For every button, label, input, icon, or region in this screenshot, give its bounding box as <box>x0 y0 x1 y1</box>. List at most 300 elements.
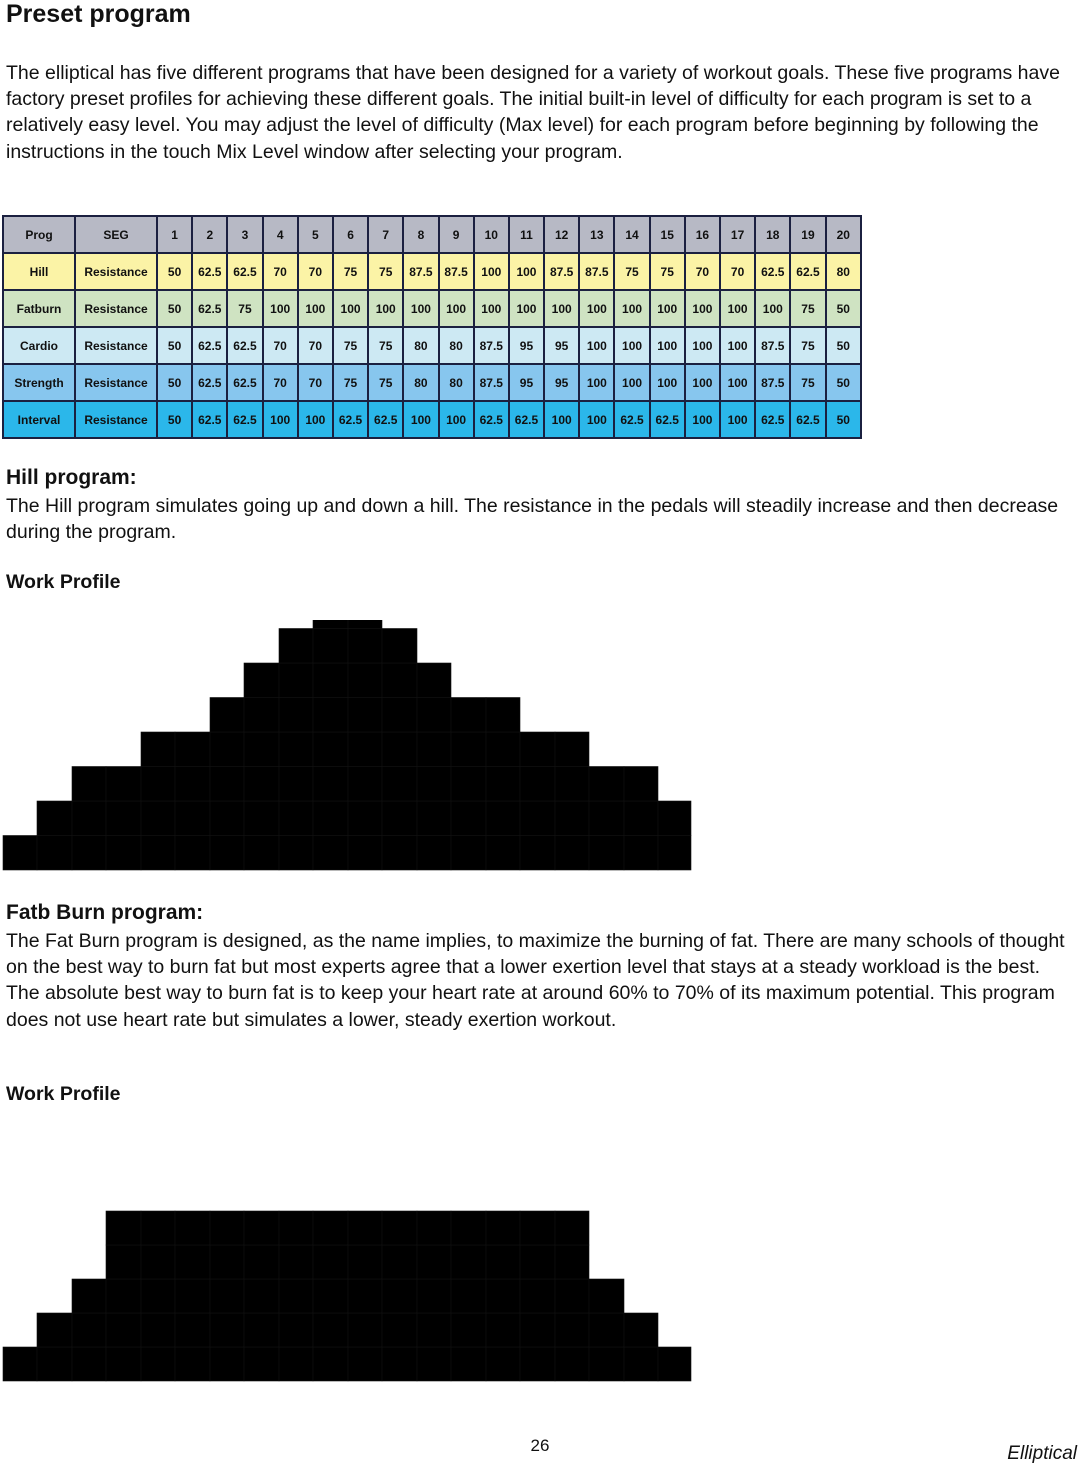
profile-block <box>72 767 106 802</box>
profile-block <box>589 801 624 836</box>
resistance-cell: 70 <box>299 328 332 363</box>
profile-block <box>313 1245 348 1279</box>
profile-block <box>141 801 175 836</box>
resistance-cell: 87.5 <box>404 254 437 289</box>
profile-block <box>279 629 313 664</box>
profile-block <box>244 836 279 871</box>
profile-block <box>520 801 555 836</box>
resistance-cell: 75 <box>369 365 402 400</box>
resistance-cell: 70 <box>264 254 297 289</box>
profile-block <box>451 1313 486 1347</box>
profile-block <box>555 1211 589 1245</box>
profile-block <box>210 732 244 767</box>
profile-block <box>382 767 417 802</box>
profile-block <box>624 1313 658 1347</box>
profile-block <box>589 1313 624 1347</box>
resistance-cell: 100 <box>721 328 754 363</box>
fatburn-work-profile-chart <box>0 1125 700 1395</box>
resistance-cell: 50 <box>827 291 860 326</box>
profile-block <box>279 767 313 802</box>
profile-block <box>382 732 417 767</box>
profile-block <box>417 698 451 733</box>
profile-block <box>348 620 382 629</box>
resistance-cell: 62.5 <box>510 402 543 437</box>
footer-tag: Elliptical <box>1007 1443 1077 1464</box>
profile-block <box>175 1245 210 1279</box>
profile-block <box>279 801 313 836</box>
resistance-cell: 75 <box>369 254 402 289</box>
profile-bar-segment-10 <box>313 620 348 870</box>
resistance-cell: 62.5 <box>756 254 789 289</box>
profile-block <box>555 732 589 767</box>
profile-block <box>382 663 417 698</box>
profile-block <box>555 1313 589 1347</box>
profile-block <box>141 1245 175 1279</box>
profile-bar-segment-19 <box>624 767 658 871</box>
profile-bar-segment-2 <box>37 1313 72 1381</box>
profile-bar-segment-19 <box>624 1313 658 1381</box>
profile-block <box>244 1313 279 1347</box>
profile-block <box>279 1245 313 1279</box>
resistance-cell: 100 <box>334 291 367 326</box>
page-number: 26 <box>530 1436 550 1455</box>
profile-block <box>37 836 72 871</box>
resistance-cell: 62.5 <box>193 291 226 326</box>
resistance-cell: 100 <box>510 254 543 289</box>
table-row <box>4 254 860 289</box>
profile-bar-segment-6 <box>175 1211 210 1381</box>
profile-block <box>141 1313 175 1347</box>
profile-block <box>382 801 417 836</box>
profile-block <box>486 1313 520 1347</box>
profile-block <box>589 1347 624 1381</box>
profile-block <box>348 1279 382 1313</box>
resistance-cell: 100 <box>651 291 684 326</box>
profile-block <box>451 1347 486 1381</box>
profile-block <box>106 1245 141 1279</box>
resistance-cell: 75 <box>791 365 824 400</box>
resistance-cell: 80 <box>440 328 473 363</box>
profile-block <box>486 698 520 733</box>
resistance-cell: 50 <box>158 402 191 437</box>
resistance-cell: 70 <box>299 254 332 289</box>
profile-block <box>3 836 37 871</box>
profile-block <box>486 732 520 767</box>
profile-block <box>141 767 175 802</box>
profile-block <box>348 698 382 733</box>
resistance-cell: 75 <box>651 254 684 289</box>
resistance-cell: 50 <box>827 365 860 400</box>
profile-block <box>417 1279 451 1313</box>
resistance-cell: 62.5 <box>651 402 684 437</box>
profile-bar-segment-8 <box>244 1211 279 1381</box>
resistance-cell: 100 <box>580 291 613 326</box>
profile-bar-segment-3 <box>72 1279 106 1381</box>
profile-bar-segment-7 <box>210 698 244 871</box>
profile-block <box>175 767 210 802</box>
segment-number-cell: 7 <box>369 217 402 252</box>
resistance-cell: 70 <box>721 254 754 289</box>
resistance-cell: 100 <box>545 291 578 326</box>
resistance-cell: 62.5 <box>615 402 648 437</box>
profile-block <box>313 1313 348 1347</box>
resistance-cell: 50 <box>158 328 191 363</box>
segment-number-cell: 12 <box>545 217 578 252</box>
profile-block <box>175 732 210 767</box>
table-row <box>4 365 860 400</box>
profile-block <box>382 1211 417 1245</box>
profile-block <box>244 732 279 767</box>
resistance-cell: 100 <box>299 402 332 437</box>
profile-block <box>658 1347 691 1381</box>
header-seg-cell: SEG <box>76 217 156 252</box>
profile-block <box>175 1279 210 1313</box>
profile-block <box>451 767 486 802</box>
profile-block <box>244 698 279 733</box>
resistance-cell: 70 <box>299 365 332 400</box>
prog-cell: Cardio <box>4 328 74 363</box>
profile-bar-segment-16 <box>520 1211 555 1381</box>
resistance-cell: 100 <box>475 291 508 326</box>
profile-block <box>141 836 175 871</box>
profile-block <box>555 1245 589 1279</box>
profile-block <box>382 1245 417 1279</box>
segment-number-cell: 5 <box>299 217 332 252</box>
resistance-cell: 62.5 <box>193 254 226 289</box>
resistance-cell: 100 <box>721 402 754 437</box>
resistance-cell: 75 <box>369 328 402 363</box>
resistance-cell: 75 <box>791 328 824 363</box>
resistance-cell: 87.5 <box>545 254 578 289</box>
segment-number-cell: 10 <box>475 217 508 252</box>
profile-block <box>486 1279 520 1313</box>
segment-number-cell: 2 <box>193 217 226 252</box>
resistance-cell: 100 <box>615 365 648 400</box>
resistance-cell: 50 <box>158 291 191 326</box>
resistance-cell: 100 <box>686 365 719 400</box>
profile-block <box>451 836 486 871</box>
profile-block <box>175 1313 210 1347</box>
hill-description: The Hill program simulates going up and down a hill. The resistance in the pedals will steadily increase and then decrease during the program. <box>6 495 1059 544</box>
profile-block <box>451 698 486 733</box>
profile-bar-segment-16 <box>520 732 555 870</box>
profile-block <box>244 767 279 802</box>
profile-block <box>348 663 382 698</box>
profile-block <box>279 1347 313 1381</box>
profile-block <box>589 1279 624 1313</box>
profile-block <box>658 801 691 836</box>
resistance-cell: 75 <box>334 254 367 289</box>
seg-cell: Resistance <box>76 365 156 400</box>
fatburn-work-profile-label: Work Profile <box>6 1083 121 1105</box>
profile-block <box>279 836 313 871</box>
profile-block <box>520 1211 555 1245</box>
prog-cell: Fatburn <box>4 291 74 326</box>
profile-block <box>210 767 244 802</box>
resistance-cell: 87.5 <box>756 328 789 363</box>
fatburn-description: The Fat Burn program is designed, as the name implies, to maximize the burning of fat. There are many schools of thought on the best way to burn fat but most experts agree that a lower exertion level that stays at a steady workload is the best. The absolute best way to burn fat is to keep your heart rate at around 60% to 70% of its maximum potential. This program does not use heart rate but simulates a lower, steady exertion workout. <box>6 930 1065 1031</box>
profile-block <box>486 836 520 871</box>
profile-block <box>37 801 72 836</box>
profile-block <box>106 836 141 871</box>
resistance-cell: 62.5 <box>334 402 367 437</box>
profile-block <box>106 1211 141 1245</box>
resistance-cell: 75 <box>228 291 261 326</box>
seg-cell: Resistance <box>76 402 156 437</box>
resistance-cell: 80 <box>404 365 437 400</box>
resistance-cell: 62.5 <box>791 402 824 437</box>
resistance-cell: 62.5 <box>228 254 261 289</box>
profile-block <box>244 1245 279 1279</box>
profile-block <box>348 1211 382 1245</box>
segment-number-cell: 13 <box>580 217 613 252</box>
profile-bar-segment-5 <box>141 1211 175 1381</box>
profile-block <box>417 1211 451 1245</box>
profile-block <box>520 1347 555 1381</box>
profile-block <box>382 1347 417 1381</box>
profile-bar-segment-15 <box>486 698 520 871</box>
segment-number-cell: 6 <box>334 217 367 252</box>
profile-block <box>417 1347 451 1381</box>
profile-block <box>313 620 348 629</box>
profile-block <box>555 767 589 802</box>
resistance-cell: 87.5 <box>475 365 508 400</box>
profile-block <box>520 1279 555 1313</box>
profile-block <box>520 836 555 871</box>
profile-bar-segment-1 <box>3 1347 37 1381</box>
profile-block <box>210 1211 244 1245</box>
profile-block <box>555 1279 589 1313</box>
profile-bar-segment-4 <box>106 1211 141 1381</box>
segment-number-cell: 14 <box>615 217 648 252</box>
profile-block <box>244 1279 279 1313</box>
profile-bar-segment-12 <box>382 629 417 871</box>
profile-block <box>175 1211 210 1245</box>
resistance-cell: 100 <box>440 291 473 326</box>
profile-block <box>520 732 555 767</box>
segment-number-cell: 1 <box>158 217 191 252</box>
preset-program-table <box>2 215 862 439</box>
segment-number-cell: 18 <box>756 217 789 252</box>
profile-block <box>348 1347 382 1381</box>
resistance-cell: 80 <box>440 365 473 400</box>
profile-block <box>279 1313 313 1347</box>
profile-bar-segment-2 <box>37 801 72 870</box>
profile-bar-segment-9 <box>279 629 313 871</box>
profile-block <box>106 1313 141 1347</box>
profile-block <box>210 1279 244 1313</box>
profile-block <box>141 1211 175 1245</box>
profile-block <box>382 1313 417 1347</box>
profile-bar-segment-20 <box>658 801 691 870</box>
profile-block <box>382 1279 417 1313</box>
profile-block <box>451 1279 486 1313</box>
prog-cell: Strength <box>4 365 74 400</box>
resistance-cell: 62.5 <box>369 402 402 437</box>
profile-block <box>348 629 382 664</box>
profile-block <box>72 1313 106 1347</box>
resistance-cell: 70 <box>264 365 297 400</box>
profile-block <box>210 801 244 836</box>
profile-block <box>348 1313 382 1347</box>
resistance-cell: 95 <box>510 328 543 363</box>
profile-block <box>417 836 451 871</box>
profile-block <box>382 836 417 871</box>
seg-cell: Resistance <box>76 328 156 363</box>
profile-block <box>417 1313 451 1347</box>
profile-block <box>348 801 382 836</box>
resistance-cell: 100 <box>721 291 754 326</box>
profile-block <box>3 1347 37 1381</box>
profile-block <box>451 801 486 836</box>
profile-block <box>313 1347 348 1381</box>
profile-block <box>382 629 417 664</box>
profile-block <box>244 663 279 698</box>
profile-block <box>210 1347 244 1381</box>
profile-block <box>210 836 244 871</box>
resistance-cell: 62.5 <box>791 254 824 289</box>
profile-block <box>244 1211 279 1245</box>
profile-bar-segment-18 <box>589 1279 624 1381</box>
profile-block <box>210 1245 244 1279</box>
profile-block <box>451 1245 486 1279</box>
resistance-cell: 100 <box>264 402 297 437</box>
resistance-cell: 100 <box>651 365 684 400</box>
profile-bar-segment-13 <box>417 1211 451 1381</box>
resistance-cell: 62.5 <box>475 402 508 437</box>
profile-block <box>555 801 589 836</box>
profile-block <box>37 1313 72 1347</box>
profile-block <box>210 1313 244 1347</box>
resistance-cell: 100 <box>615 291 648 326</box>
resistance-cell: 75 <box>615 254 648 289</box>
resistance-cell: 70 <box>686 254 719 289</box>
profile-block <box>210 698 244 733</box>
profile-block <box>279 698 313 733</box>
hill-work-profile-label: Work Profile <box>6 571 121 593</box>
segment-number-cell: 19 <box>791 217 824 252</box>
profile-block <box>106 767 141 802</box>
profile-bar-segment-17 <box>555 732 589 870</box>
profile-block <box>486 767 520 802</box>
intro-paragraph: The elliptical has five different programs that have been designed for a variety of workout goals. These five programs have factory preset profiles for achieving these different goals. The initial built-in level of difficulty for each program is set to a relatively easy level. You may adjust the level of difficulty (Max level) for each program before beginning by following the instructions in the touch Mix Level window after selecting your program. <box>6 62 1060 163</box>
profile-bar-segment-20 <box>658 1347 691 1381</box>
profile-block <box>244 801 279 836</box>
profile-block <box>279 663 313 698</box>
profile-block <box>486 1347 520 1381</box>
profile-block <box>417 732 451 767</box>
resistance-cell: 62.5 <box>193 365 226 400</box>
segment-number-cell: 17 <box>721 217 754 252</box>
resistance-cell: 87.5 <box>440 254 473 289</box>
profile-block <box>348 767 382 802</box>
profile-block <box>313 836 348 871</box>
resistance-cell: 100 <box>510 291 543 326</box>
resistance-cell: 100 <box>651 328 684 363</box>
profile-block <box>348 836 382 871</box>
segment-number-cell: 11 <box>510 217 543 252</box>
resistance-cell: 100 <box>686 328 719 363</box>
resistance-cell: 50 <box>827 328 860 363</box>
profile-bar-segment-10 <box>313 1211 348 1381</box>
profile-block <box>106 801 141 836</box>
resistance-cell: 87.5 <box>475 328 508 363</box>
profile-block <box>451 1211 486 1245</box>
profile-block <box>141 732 175 767</box>
resistance-cell: 95 <box>545 328 578 363</box>
resistance-cell: 100 <box>686 291 719 326</box>
header-prog-cell: Prog <box>4 217 74 252</box>
profile-block <box>279 1211 313 1245</box>
profile-block <box>555 836 589 871</box>
resistance-cell: 100 <box>756 291 789 326</box>
resistance-cell: 100 <box>580 328 613 363</box>
profile-bar-segment-9 <box>279 1211 313 1381</box>
resistance-cell: 62.5 <box>228 365 261 400</box>
profile-block <box>106 1347 141 1381</box>
profile-block <box>244 1347 279 1381</box>
profile-block <box>451 732 486 767</box>
prog-cell: Hill <box>4 254 74 289</box>
seg-cell: Resistance <box>76 291 156 326</box>
prog-cell: Interval <box>4 402 74 437</box>
seg-cell: Resistance <box>76 254 156 289</box>
profile-bar-segment-11 <box>348 1211 382 1381</box>
profile-block <box>37 1347 72 1381</box>
fatburn-heading: Fatb Burn program: <box>6 901 204 924</box>
profile-block <box>72 1279 106 1313</box>
profile-block <box>106 1279 141 1313</box>
resistance-cell: 100 <box>404 291 437 326</box>
profile-bar-segment-4 <box>106 767 141 871</box>
resistance-cell: 70 <box>264 328 297 363</box>
page-title: Preset program <box>6 0 191 28</box>
profile-block <box>486 1245 520 1279</box>
profile-block <box>313 629 348 664</box>
resistance-cell: 87.5 <box>756 365 789 400</box>
segment-number-cell: 15 <box>651 217 684 252</box>
profile-block <box>417 1245 451 1279</box>
profile-bar-segment-11 <box>348 620 382 870</box>
resistance-cell: 100 <box>615 328 648 363</box>
profile-block <box>313 801 348 836</box>
profile-block <box>175 801 210 836</box>
segment-number-cell: 3 <box>228 217 261 252</box>
profile-block <box>279 1279 313 1313</box>
resistance-cell: 95 <box>545 365 578 400</box>
resistance-cell: 75 <box>334 328 367 363</box>
resistance-cell: 100 <box>264 291 297 326</box>
profile-bar-segment-5 <box>141 732 175 870</box>
resistance-cell: 100 <box>404 402 437 437</box>
profile-block <box>175 1347 210 1381</box>
profile-block <box>72 836 106 871</box>
profile-block <box>313 663 348 698</box>
resistance-cell: 62.5 <box>756 402 789 437</box>
resistance-cell: 100 <box>721 365 754 400</box>
resistance-cell: 100 <box>580 365 613 400</box>
profile-bar-segment-17 <box>555 1211 589 1381</box>
profile-block <box>417 663 451 698</box>
resistance-cell: 100 <box>369 291 402 326</box>
profile-block <box>72 1347 106 1381</box>
segment-number-cell: 9 <box>440 217 473 252</box>
profile-bar-segment-14 <box>451 1211 486 1381</box>
profile-block <box>486 1211 520 1245</box>
segment-number-cell: 8 <box>404 217 437 252</box>
segment-number-cell: 16 <box>686 217 719 252</box>
profile-block <box>589 836 624 871</box>
